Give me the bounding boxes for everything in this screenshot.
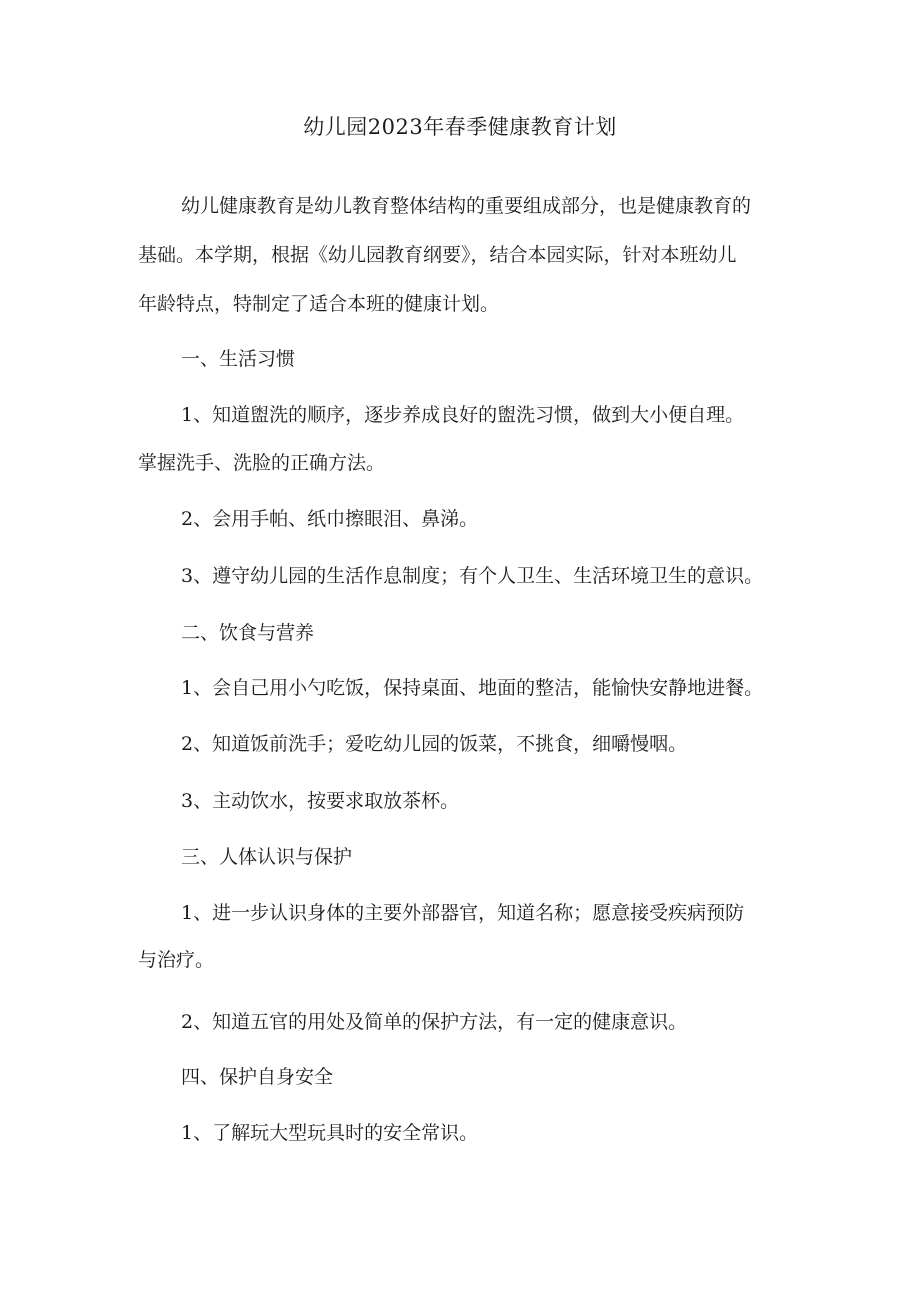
section-heading-body-protection: 三、人体认识与保护	[181, 846, 353, 868]
intro-line-2: 基础。本学期，根据《幼儿园教育纲要》，结合本园实际，针对本班幼儿	[138, 244, 737, 266]
section3-item1-line1: 1、进一步认识身体的主要外部器官，知道名称；愿意接受疾病预防	[181, 902, 745, 924]
section1-item2: 2、会用手帕、纸巾擦眼泪、鼻涕。	[181, 508, 479, 530]
section1-item1-line2: 掌握洗手、洗脸的正确方法。	[138, 452, 386, 474]
page-title: 幼儿园2023年春季健康教育计划	[303, 115, 617, 139]
section2-item3: 3、主动饮水，按要求取放茶杯。	[181, 790, 460, 812]
section2-item2: 2、知道饭前洗手；爱吃幼儿园的饭菜，不挑食，细嚼慢咽。	[181, 733, 688, 755]
section-heading-diet-nutrition: 二、饮食与营养	[181, 622, 315, 644]
section4-item1: 1、了解玩大型玩具时的安全常识。	[181, 1122, 479, 1144]
section2-item1: 1、会自己用小勺吃饭，保持桌面、地面的整洁，能愉快安静地进餐。	[181, 677, 764, 699]
section1-item1-line1: 1、知道盥洗的顺序，逐步养成良好的盥洗习惯，做到大小便自理。	[181, 404, 745, 426]
intro-line-1: 幼儿健康教育是幼儿教育整体结构的重要组成部分，也是健康教育的	[181, 195, 752, 217]
section-heading-living-habits: 一、生活习惯	[181, 348, 296, 370]
section1-item3: 3、遵守幼儿园的生活作息制度；有个人卫生、生活环境卫生的意识。	[181, 565, 764, 587]
section3-item2: 2、知道五官的用处及简单的保护方法，有一定的健康意识。	[181, 1011, 688, 1033]
section-heading-self-safety: 四、保护自身安全	[181, 1066, 334, 1088]
intro-line-3: 年龄特点，特制定了适合本班的健康计划。	[138, 293, 500, 315]
section3-item1-line2: 与治疗。	[138, 949, 215, 971]
